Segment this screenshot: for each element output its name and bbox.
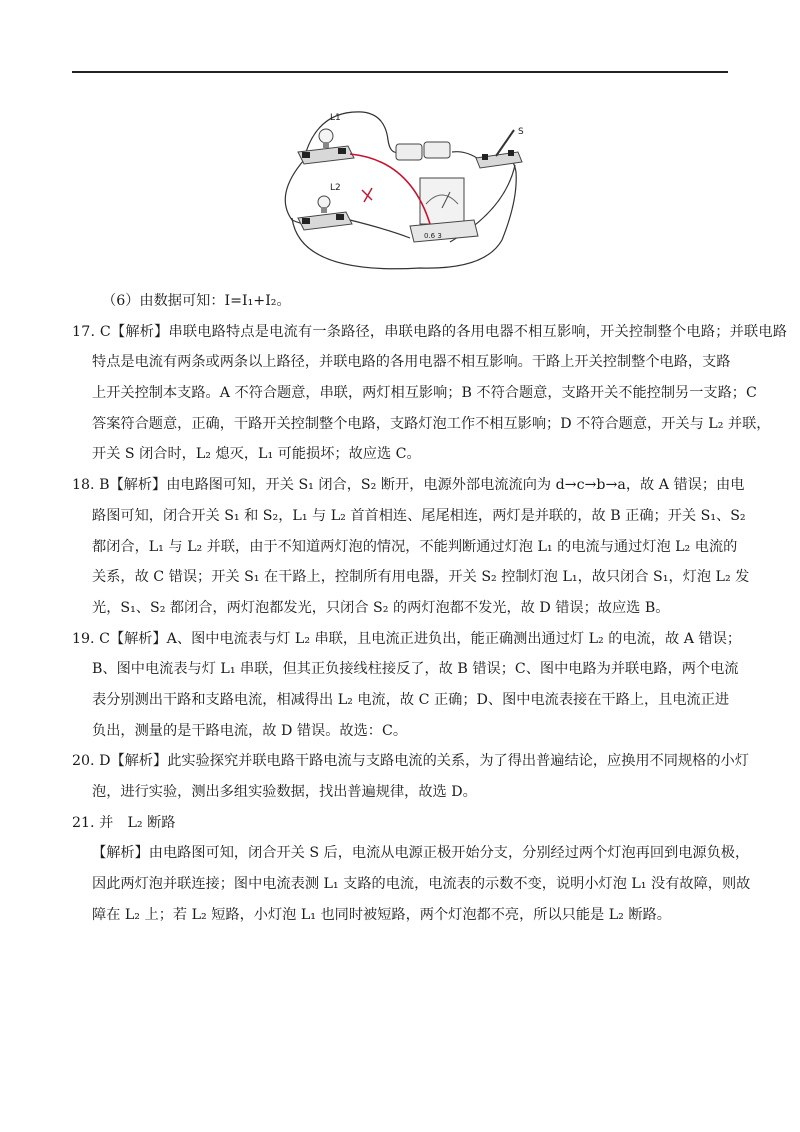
text-line: 关系，故 C 错误；开关 S₁ 在干路上，控制所有用电器，开关 S₂ 控制灯泡 L₁，故只闭合 S₁，灯泡 L₂ 发 — [92, 569, 750, 586]
text-line: （6）由数据可知：I=I₁+I₂。 — [102, 293, 291, 309]
cross-mark — [362, 188, 372, 202]
lamp-l2 — [298, 183, 352, 230]
header-rule — [72, 71, 728, 73]
text-line: 开关 S 闭合时，L₂ 熄灭，L₁ 可能损坏；故应选 C。 — [92, 446, 421, 463]
text-line: 路图可知，闭合开关 S₁ 和 S₂，L₁ 与 L₂ 首首相连、尾尾相连，两灯是并联的，故 B 正确；开关 S₁、S₂ — [92, 507, 746, 524]
text-line: 都闭合，L₁ 与 L₂ 并联，由于不知道两灯泡的情况，不能判断通过灯泡 L₁ 的电流与通过灯泡 L₂ 电流的 — [92, 538, 738, 555]
text-line: 上开关控制本支路。A 不符合题意，串联，两灯相互影响；B 不符合题意，支路开关不能控制另一支路；C — [92, 385, 757, 402]
meter-scale-label: 0.6 3 — [424, 232, 442, 240]
ammeter — [410, 178, 478, 242]
text-line: 18. B【解析】由电路图可知，开关 S₁ 闭合，S₂ 断开，电源外部电流流向为 d→c→b→a，故 A 错误；由电 — [72, 477, 745, 494]
circuit-diagram — [270, 100, 530, 275]
text-line: 因此两灯泡并联连接；图中电流表测 L₁ 支路的电流，电流表的示数不变，说明小灯泡 L₁ 没有故障，则故 — [92, 876, 751, 893]
text-line: 20. D【解析】此实验探究并联电路干路电流与支路电流的关系，为了得出普遍结论，应换用不同规格的小灯 — [72, 753, 749, 770]
text-line: 表分别测出干路和支路电流，相减得出 L₂ 电流，故 C 正确；D、图中电流表接在干路上，且电流正进 — [92, 691, 730, 708]
label-l2: L2 — [330, 183, 341, 193]
text-line: 答案符合题意，正确，干路开关控制整个电路，支路灯泡工作不相互影响；D 不符合题意，开关与 L₂ 并联， — [92, 415, 771, 432]
text-line: 负出，测量的是干路电流，故 D 错误。故选：C。 — [92, 722, 408, 739]
label-s: S — [518, 127, 524, 137]
text-line: 17. C【解析】串联电路特点是电流有一条路径，串联电路的各用电器不相互影响，开关控制整个电路；并联电路 — [72, 323, 788, 340]
text-line: 特点是电流有两条或两条以上路径，并联电路的各用电器不相互影响。干路上开关控制整个电路，支路 — [92, 354, 731, 371]
answer-text — [72, 286, 788, 930]
label-l1: L1 — [330, 113, 341, 123]
text-line: 光，S₁、S₂ 都闭合，两灯泡都发光，只闭合 S₂ 的两灯泡都不发光，故 D 错误；故应选 B。 — [92, 599, 670, 616]
text-line: B、图中电流表与灯 L₁ 串联，但其正负接线柱接反了，故 B 错误；C、图中电路为并联电路，两个电流 — [92, 661, 739, 678]
text-line: 障在 L₂ 上；若 L₂ 短路，小灯泡 L₁ 也同时被短路，两个灯泡都不亮，所以只能是 L₂ 断路。 — [92, 906, 671, 923]
lamp-l1 — [298, 113, 354, 164]
text-line: 泡，进行实验，测出多组实验数据，找出普遍规律，故选 D。 — [92, 784, 477, 800]
battery-pack — [396, 142, 450, 160]
red-wire — [350, 154, 430, 224]
switch-s — [476, 127, 524, 168]
text-line: 【解析】由电路图可知，闭合开关 S 后，电流从电源正极开始分支，分别经过两个灯泡再回到电源负极， — [92, 845, 750, 862]
text-line: 19. C【解析】A、图中电流表与灯 L₂ 串联，且电流正进负出，能正确测出通过灯 L₂ 的电流，故 A 错误； — [72, 630, 742, 647]
text-line: 21. 并 L₂ 断路 — [72, 814, 176, 831]
